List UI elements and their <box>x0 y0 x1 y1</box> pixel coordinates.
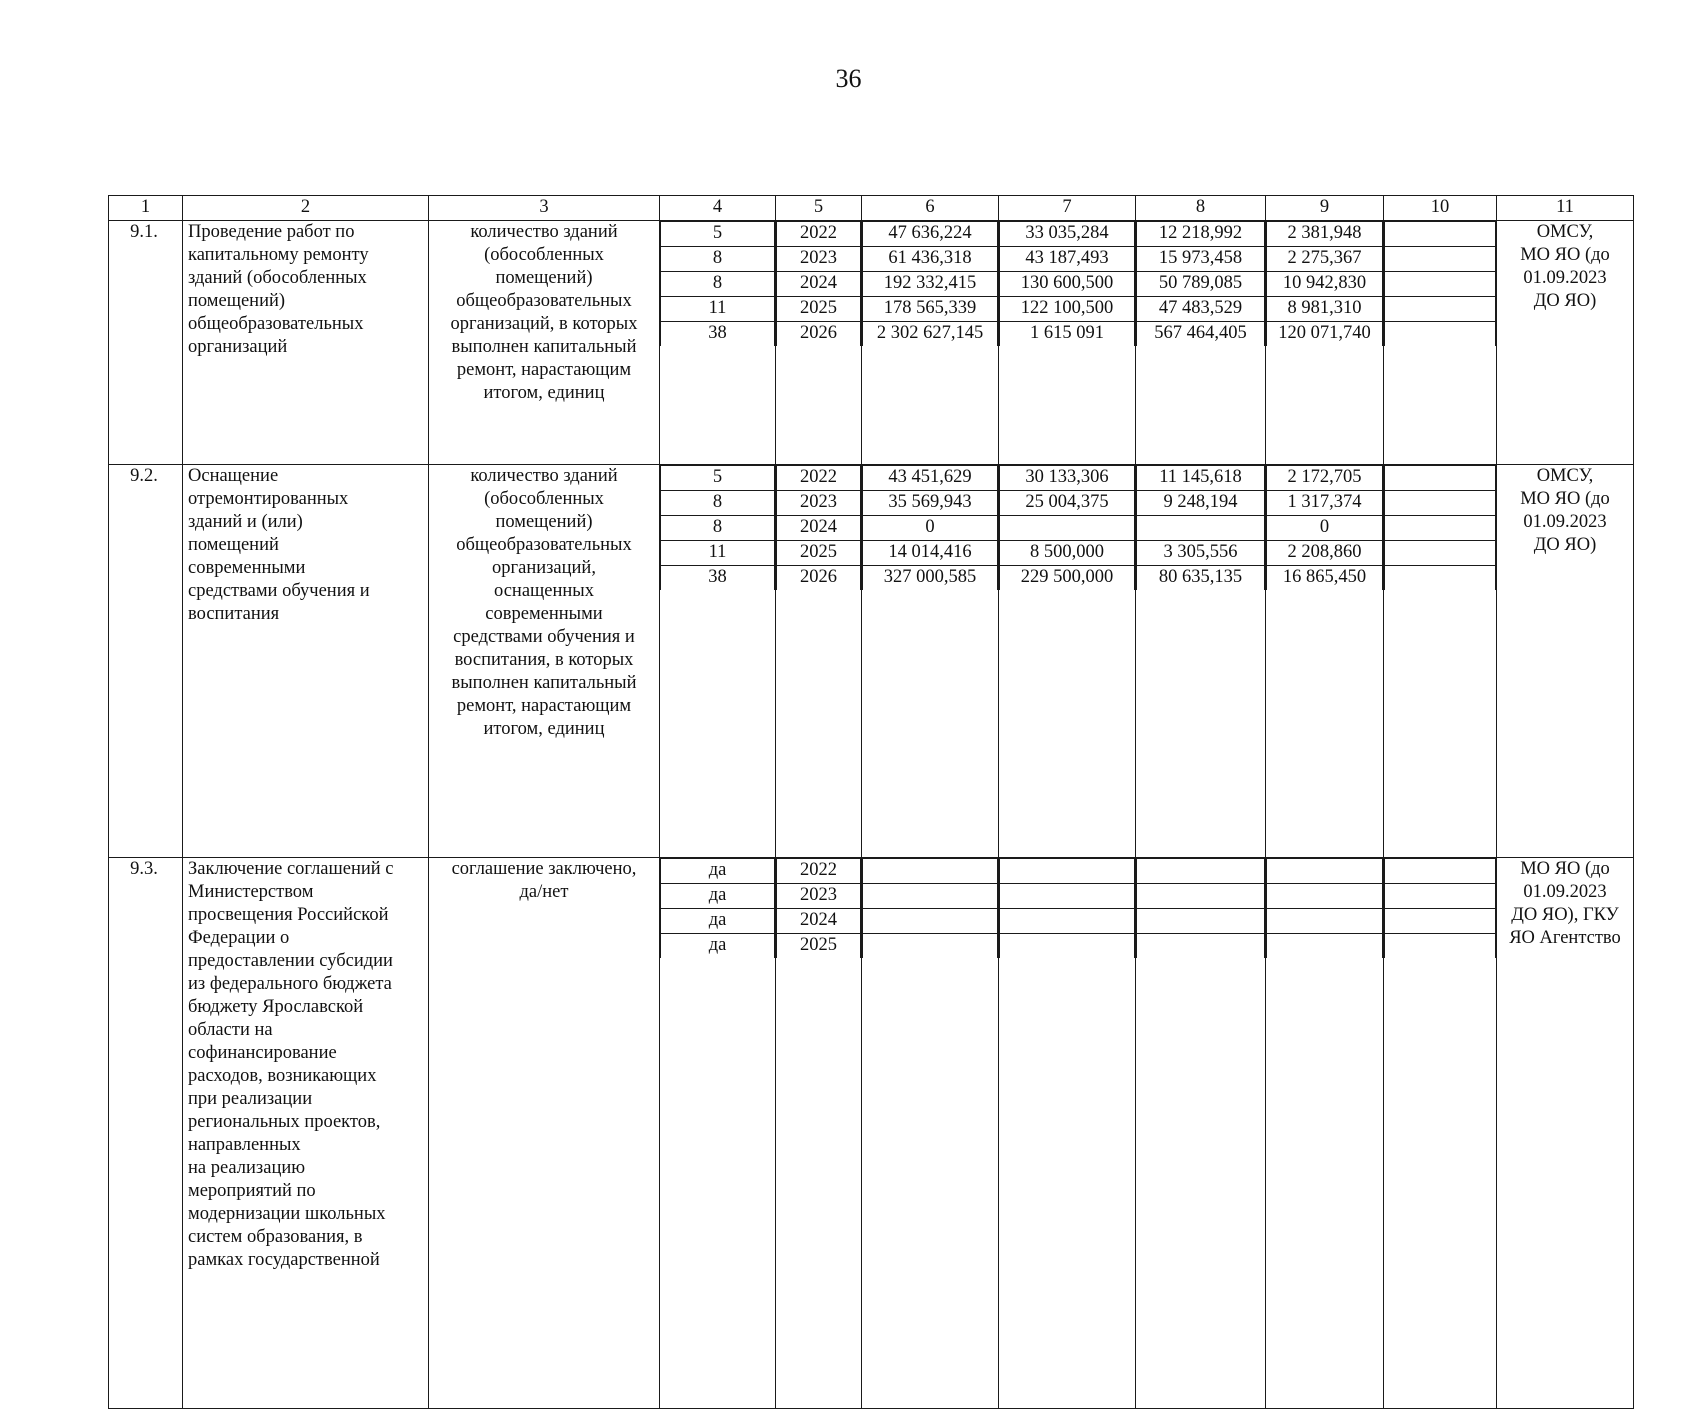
local-budget-column <box>1266 465 1384 858</box>
activity-name-line: зданий и (или) <box>188 512 303 532</box>
total-funding-list <box>862 465 998 590</box>
responsible-line: ДО ЯО) <box>1533 535 1597 555</box>
column-header-9: 9 <box>1266 196 1384 221</box>
local-budget-list <box>1266 858 1383 958</box>
indicator-value-cell: да <box>661 909 775 934</box>
activity-name-line: бюджету Ярославской <box>188 997 364 1017</box>
local-budget-list <box>1266 465 1383 590</box>
federal-budget-cell <box>1000 934 1135 959</box>
local-budget-cell: 2 172,705 <box>1267 466 1383 491</box>
total-funding-cell: 47 636,224 <box>863 222 998 247</box>
federal-budget-cell: 130 600,500 <box>1000 272 1135 297</box>
local-budget-cell <box>1267 934 1383 959</box>
responsible-line: 01.09.2023 <box>1523 882 1607 902</box>
table-row <box>109 465 1634 858</box>
activity-name <box>183 221 429 465</box>
regional-budget-column <box>1136 221 1266 465</box>
year-cell: 2025 <box>777 934 861 959</box>
local-budget-column <box>1266 858 1384 1409</box>
regional-budget-list <box>1136 858 1265 958</box>
indicator-line: организаций, в которых <box>450 314 638 334</box>
total-funding-cell <box>863 859 998 884</box>
activity-name <box>183 858 429 1409</box>
year-column <box>776 858 862 1409</box>
indicator-value-list <box>660 465 775 590</box>
total-funding-cell: 178 565,339 <box>863 297 998 322</box>
regional-budget-column <box>1136 465 1266 858</box>
local-budget-cell: 2 208,860 <box>1267 541 1383 566</box>
activity-name-line: помещений <box>188 535 279 555</box>
indicator-line: да/нет <box>519 882 569 902</box>
local-budget-cell: 2 275,367 <box>1267 247 1383 272</box>
indicator-value-cell: 8 <box>661 272 775 297</box>
indicator-line: количество зданий <box>470 222 618 242</box>
year-list <box>776 221 861 346</box>
item-number: 9.3. <box>109 858 183 1409</box>
federal-budget-cell <box>1000 516 1135 541</box>
total-funding-list <box>862 221 998 346</box>
table-row <box>109 221 1634 465</box>
activity-name-line: воспитания <box>188 604 280 624</box>
other-sources-list <box>1384 858 1496 958</box>
indicator-line: итогом, единиц <box>483 383 605 403</box>
indicator-line: воспитания, в которых <box>454 650 634 670</box>
responsible-line: МО ЯО (до <box>1520 489 1610 509</box>
total-funding-column <box>862 221 999 465</box>
activity-name-line: рамках государственной <box>188 1250 380 1270</box>
responsible-line: ОМСУ, <box>1536 466 1594 486</box>
column-header-1: 1 <box>109 196 183 221</box>
total-funding-cell: 2 302 627,145 <box>863 322 998 347</box>
total-funding-column <box>862 465 999 858</box>
year-cell: 2023 <box>777 247 861 272</box>
regional-budget-cell: 12 218,992 <box>1137 222 1265 247</box>
responsible-line: МО ЯО (до <box>1520 245 1610 265</box>
activity-name-line: зданий (обособленных <box>188 268 367 288</box>
table-body <box>109 196 1634 1409</box>
total-funding-cell: 327 000,585 <box>863 566 998 591</box>
other-sources-cell <box>1385 466 1496 491</box>
indicator-value-column <box>660 221 776 465</box>
year-column <box>776 221 862 465</box>
other-sources-cell <box>1385 491 1496 516</box>
activities-table <box>108 195 1634 1409</box>
year-list <box>776 465 861 590</box>
item-number: 9.1. <box>109 221 183 465</box>
indicator-value-cell: 11 <box>661 297 775 322</box>
other-sources-list <box>1384 465 1496 590</box>
regional-budget-cell: 50 789,085 <box>1137 272 1265 297</box>
activity-name <box>183 465 429 858</box>
column-header-2: 2 <box>183 196 429 221</box>
federal-budget-cell <box>1000 909 1135 934</box>
total-funding-list <box>862 858 998 958</box>
table-row <box>109 858 1634 1409</box>
activity-name-line: просвещения Российской <box>188 905 389 925</box>
indicator-line: помещений) <box>495 268 593 288</box>
activity-name-line: современными <box>188 558 306 578</box>
year-cell: 2025 <box>777 541 861 566</box>
indicator-line: средствами обучения и <box>453 627 635 647</box>
column-header-11: 11 <box>1497 196 1634 221</box>
activity-name-line: систем образования, в <box>188 1227 363 1247</box>
indicator-value-list <box>660 858 775 958</box>
indicator-line: современными <box>485 604 603 624</box>
responsible-line: 01.09.2023 <box>1523 268 1607 288</box>
indicator-line: оснащенных <box>494 581 594 601</box>
item-number: 9.2. <box>109 465 183 858</box>
indicator-value-cell: 8 <box>661 516 775 541</box>
column-header-8: 8 <box>1136 196 1266 221</box>
indicator-value-cell: да <box>661 934 775 959</box>
local-budget-cell: 8 981,310 <box>1267 297 1383 322</box>
year-cell: 2022 <box>777 466 861 491</box>
year-cell: 2025 <box>777 297 861 322</box>
federal-budget-column <box>999 465 1136 858</box>
other-sources-cell <box>1385 516 1496 541</box>
regional-budget-cell: 47 483,529 <box>1137 297 1265 322</box>
federal-budget-list <box>999 465 1135 590</box>
responsible-line: МО ЯО (до <box>1520 859 1610 879</box>
indicator-line: ремонт, нарастающим <box>456 696 632 716</box>
responsible-executors <box>1497 858 1634 1409</box>
federal-budget-list <box>999 221 1135 346</box>
federal-budget-cell: 122 100,500 <box>1000 297 1135 322</box>
total-funding-cell: 35 569,943 <box>863 491 998 516</box>
indicator-line: итогом, единиц <box>483 719 605 739</box>
activity-name-line: на реализацию <box>188 1158 306 1178</box>
total-funding-cell: 61 436,318 <box>863 247 998 272</box>
activity-name-line: при реализации <box>188 1089 313 1109</box>
indicator-description <box>429 221 660 465</box>
indicator-value-cell: 38 <box>661 566 775 591</box>
indicator-value-list <box>660 221 775 346</box>
responsible-line: ЯО Агентство <box>1509 928 1621 948</box>
activity-name-line: расходов, возникающих <box>188 1066 377 1086</box>
activity-name-line: Федерации о <box>188 928 290 948</box>
other-sources-cell <box>1385 859 1496 884</box>
regional-budget-cell <box>1137 934 1265 959</box>
year-cell: 2024 <box>777 909 861 934</box>
indicator-value-cell: да <box>661 859 775 884</box>
other-sources-cell <box>1385 934 1496 959</box>
total-funding-cell <box>863 884 998 909</box>
year-cell: 2023 <box>777 884 861 909</box>
federal-budget-cell: 30 133,306 <box>1000 466 1135 491</box>
activity-name-line: предоставлении субсидии <box>188 951 393 971</box>
total-funding-cell: 43 451,629 <box>863 466 998 491</box>
year-cell: 2022 <box>777 859 861 884</box>
local-budget-cell: 16 865,450 <box>1267 566 1383 591</box>
activity-name-line: направленных <box>188 1135 301 1155</box>
year-cell: 2026 <box>777 566 861 591</box>
indicator-value-cell: да <box>661 884 775 909</box>
column-header-7: 7 <box>999 196 1136 221</box>
responsible-executors <box>1497 221 1634 465</box>
year-cell: 2024 <box>777 272 861 297</box>
column-header-4: 4 <box>660 196 776 221</box>
indicator-value-cell: 5 <box>661 466 775 491</box>
activity-name-line: области на <box>188 1020 273 1040</box>
total-funding-cell: 0 <box>863 516 998 541</box>
indicator-value-cell: 38 <box>661 322 775 347</box>
indicator-line: общеобразовательных <box>456 291 632 311</box>
column-header-10: 10 <box>1384 196 1497 221</box>
responsible-executors <box>1497 465 1634 858</box>
local-budget-cell <box>1267 859 1383 884</box>
other-sources-cell <box>1385 272 1496 297</box>
year-cell: 2026 <box>777 322 861 347</box>
page-number: 36 <box>835 64 862 93</box>
activity-name-line: региональных проектов, <box>188 1112 381 1132</box>
other-sources-cell <box>1385 322 1496 347</box>
column-header-6: 6 <box>862 196 999 221</box>
indicator-value-cell: 5 <box>661 222 775 247</box>
activity-name-line: помещений) <box>188 291 286 311</box>
local-budget-cell: 1 317,374 <box>1267 491 1383 516</box>
indicator-line: (обособленных <box>484 245 604 265</box>
federal-budget-cell <box>1000 859 1135 884</box>
regional-budget-cell: 11 145,618 <box>1137 466 1265 491</box>
federal-budget-cell: 43 187,493 <box>1000 247 1135 272</box>
indicator-value-column <box>660 858 776 1409</box>
local-budget-column <box>1266 221 1384 465</box>
regional-budget-list <box>1136 221 1265 346</box>
regional-budget-list <box>1136 465 1265 590</box>
activity-name-line: софинансирование <box>188 1043 337 1063</box>
other-sources-list <box>1384 221 1496 346</box>
other-sources-column <box>1384 221 1497 465</box>
regional-budget-cell <box>1137 516 1265 541</box>
year-cell: 2024 <box>777 516 861 541</box>
year-cell: 2022 <box>777 222 861 247</box>
local-budget-cell: 10 942,830 <box>1267 272 1383 297</box>
indicator-description <box>429 858 660 1409</box>
year-list <box>776 858 861 958</box>
indicator-value-cell: 8 <box>661 247 775 272</box>
indicator-line: (обособленных <box>484 489 604 509</box>
other-sources-cell <box>1385 566 1496 591</box>
indicator-description <box>429 465 660 858</box>
activity-name-line: модернизации школьных <box>188 1204 386 1224</box>
federal-budget-list <box>999 858 1135 958</box>
other-sources-cell <box>1385 222 1496 247</box>
other-sources-cell <box>1385 297 1496 322</box>
federal-budget-cell: 33 035,284 <box>1000 222 1135 247</box>
regional-budget-cell <box>1137 909 1265 934</box>
other-sources-cell <box>1385 247 1496 272</box>
activity-name-line: организаций <box>188 337 288 357</box>
total-funding-column <box>862 858 999 1409</box>
responsible-line: ДО ЯО) <box>1533 291 1597 311</box>
column-number-header-row <box>109 196 1634 221</box>
column-header-3: 3 <box>429 196 660 221</box>
local-budget-cell <box>1267 909 1383 934</box>
indicator-value-column <box>660 465 776 858</box>
indicator-line: организаций, <box>492 558 596 578</box>
regional-budget-cell: 567 464,405 <box>1137 322 1265 347</box>
other-sources-cell <box>1385 884 1496 909</box>
activity-name-line: общеобразовательных <box>188 314 364 334</box>
activity-name-line: Проведение работ по <box>188 222 355 242</box>
activity-name-line: Оснащение <box>188 466 279 486</box>
indicator-line: помещений) <box>495 512 593 532</box>
federal-budget-cell: 229 500,000 <box>1000 566 1135 591</box>
indicator-line: ремонт, нарастающим <box>456 360 632 380</box>
total-funding-cell <box>863 909 998 934</box>
total-funding-cell: 192 332,415 <box>863 272 998 297</box>
activity-name-line: Заключение соглашений с <box>188 859 394 879</box>
federal-budget-column <box>999 858 1136 1409</box>
federal-budget-cell: 8 500,000 <box>1000 541 1135 566</box>
local-budget-list <box>1266 221 1383 346</box>
activity-name-line: Министерством <box>188 882 314 902</box>
activity-name-line: капитальному ремонту <box>188 245 369 265</box>
indicator-value-cell: 8 <box>661 491 775 516</box>
year-cell: 2023 <box>777 491 861 516</box>
indicator-line: количество зданий <box>470 466 618 486</box>
regional-budget-cell <box>1137 884 1265 909</box>
local-budget-cell: 0 <box>1267 516 1383 541</box>
activity-name-line: отремонтированных <box>188 489 349 509</box>
other-sources-cell <box>1385 541 1496 566</box>
other-sources-cell <box>1385 909 1496 934</box>
regional-budget-column <box>1136 858 1266 1409</box>
total-funding-cell <box>863 934 998 959</box>
federal-budget-cell: 25 004,375 <box>1000 491 1135 516</box>
activity-name-line: мероприятий по <box>188 1181 316 1201</box>
other-sources-column <box>1384 465 1497 858</box>
regional-budget-cell: 3 305,556 <box>1137 541 1265 566</box>
local-budget-cell <box>1267 884 1383 909</box>
indicator-line: выполнен капитальный <box>451 337 637 357</box>
responsible-line: ДО ЯО), ГКУ <box>1511 905 1619 925</box>
federal-budget-cell <box>1000 884 1135 909</box>
indicator-line: общеобразовательных <box>456 535 632 555</box>
activity-name-line: средствами обучения и <box>188 581 370 601</box>
federal-budget-cell: 1 615 091 <box>1000 322 1135 347</box>
total-funding-cell: 14 014,416 <box>863 541 998 566</box>
responsible-line: 01.09.2023 <box>1523 512 1607 532</box>
indicator-line: соглашение заключено, <box>451 859 637 879</box>
regional-budget-cell: 9 248,194 <box>1137 491 1265 516</box>
responsible-line: ОМСУ, <box>1536 222 1594 242</box>
local-budget-cell: 120 071,740 <box>1267 322 1383 347</box>
column-header-5: 5 <box>776 196 862 221</box>
activity-name-line: из федерального бюджета <box>188 974 392 994</box>
year-column <box>776 465 862 858</box>
regional-budget-cell: 80 635,135 <box>1137 566 1265 591</box>
indicator-line: выполнен капитальный <box>451 673 637 693</box>
federal-budget-column <box>999 221 1136 465</box>
regional-budget-cell: 15 973,458 <box>1137 247 1265 272</box>
local-budget-cell: 2 381,948 <box>1267 222 1383 247</box>
regional-budget-cell <box>1137 859 1265 884</box>
other-sources-column <box>1384 858 1497 1409</box>
indicator-value-cell: 11 <box>661 541 775 566</box>
